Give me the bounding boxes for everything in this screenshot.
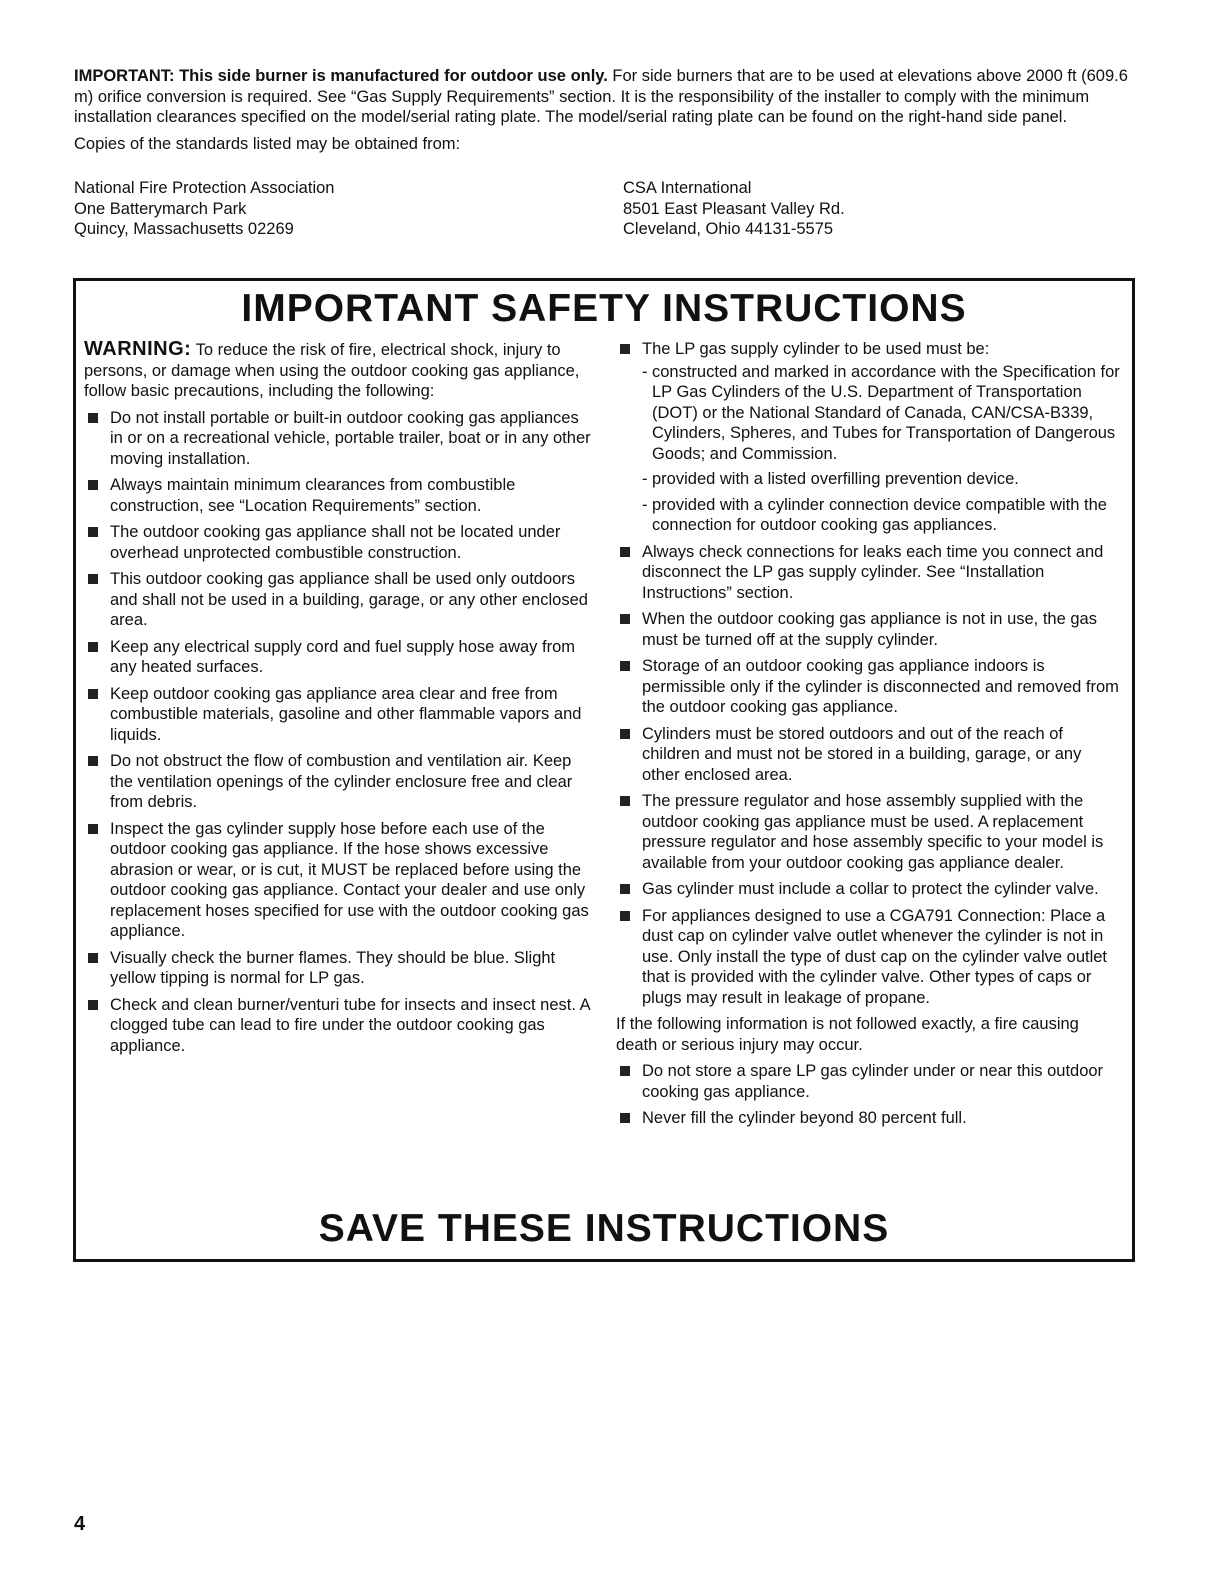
list-item-text: Do not store a spare LP gas cylinder under or near this outdoor cooking gas appliance. [642,1062,1104,1101]
right-bullet-list [616,339,1121,1008]
address-line: Cleveland, Ohio 44131-5575 [623,220,834,238]
address-line: 8501 East Pleasant Valley Rd. [623,199,845,218]
square-bullet-icon [620,661,630,671]
dash-icon: - [642,470,648,488]
copies-text: Copies of the standards listed may be obtained from: [74,134,461,153]
square-bullet-icon [620,884,630,894]
list-item-text: Visually check the burner flames. They should be blue. Slight yellow tipping is normal for LP gas. [110,948,556,987]
list-item-text: The LP gas supply cylinder to be used must be: [642,340,990,358]
list-item [84,522,594,563]
safety-title: IMPORTANT SAFETY INSTRUCTIONS [241,287,967,330]
address-line: CSA International [623,179,752,197]
square-bullet-icon [88,689,98,699]
list-item [616,339,1121,536]
list-item-text: Check and clean burner/venturi tube for insects and insect nest. A clogged tube can lead to fire under the outdoor cooking gas appliance. [110,995,590,1055]
list-item-text: Never fill the cylinder beyond 80 percent full. [642,1109,967,1127]
address-line: One Batterymarch Park [74,199,247,218]
list-item [84,408,594,470]
square-bullet-icon [88,574,98,584]
list-item [616,791,1121,873]
address-line: National Fire Protection Association [74,179,335,197]
list-item [84,475,594,516]
list-item-text: Inspect the gas cylinder supply hose before each use of the outdoor cooking gas appliance. If the hose shows excessive abrasion or wear, or is cut, it MUST be replaced before using the outdoor cooking gas appliance. Contact your dealer and use only replacement hoses specified for use with the outdoor cooking gas appliance. [110,819,589,940]
dash-icon: - [642,362,648,381]
sub-list-item [642,469,1121,490]
right-column [616,339,1121,1135]
square-bullet-icon [88,953,98,963]
list-item-text: Gas cylinder must include a collar to protect the cylinder valve. [642,880,1099,898]
square-bullet-icon [620,1066,630,1076]
list-item [84,948,594,989]
list-item [616,656,1121,718]
list-item-text: Always maintain minimum clearances from combustible construction, see “Location Requirements” section. [110,476,516,515]
dash-icon: - [642,495,648,514]
list-item-text: For appliances designed to use a CGA791 Connection: Place a dust cap on cylinder valve outlet whenever the cylinder is not in use. Only install the type of dust cap on the cylinder valve outlet that is provided with the cylinder valve. Other types of caps or plugs may result in leakage of propane. [642,906,1108,1007]
sub-list-item-text: constructed and marked in accordance with the Specification for LP Gas Cylinders of the U.S. Department of Transportation (DOT) or the National Standard of Canada, CAN/CSA-B339, Cylinders, Spheres, and Tubes for Transportation of Dangerous Goods; and Commission. [652,362,1120,463]
square-bullet-icon [88,413,98,423]
intro-section [74,66,1134,154]
cylinder-requirements-list [642,362,1121,536]
important-paragraph [74,66,1134,128]
important-rest-text: For side burners that are to be used at elevations above 2000 ft (609.6 m) orifice conversion is required. See “Gas Supply Requirements” section. It is the responsibility of the installer to comply with the minimum installation clearances specified on the model/serial rating plate. The model/serial rating plate can be found on the right-hand side panel. [74,67,1128,126]
square-bullet-icon [620,1113,630,1123]
square-bullet-icon [88,1000,98,1010]
list-item [84,637,594,678]
square-bullet-icon [620,614,630,624]
square-bullet-icon [88,824,98,834]
fire-warning-text: If the following information is not followed exactly, a fire causing death or serious injury may occur. [616,1015,1079,1054]
list-item-text: Do not obstruct the flow of combustion and ventilation air. Keep the ventilation openings of the cylinder enclosure free and clear from debris. [110,752,573,811]
square-bullet-icon [88,642,98,652]
list-item-text: The pressure regulator and hose assembly supplied with the outdoor cooking gas appliance must be used. A replacement pressure regulator and hose assembly specific to your model is available from your outdoor cooking gas appliance dealer. [642,792,1104,872]
square-bullet-icon [88,756,98,766]
list-item [616,542,1121,604]
square-bullet-icon [620,911,630,921]
square-bullet-icon [620,729,630,739]
list-item [616,1108,1121,1129]
left-bullet-list [84,408,594,1057]
nfpa-address [74,178,334,240]
list-item [616,1061,1121,1102]
safety-instructions-box [73,278,1135,1262]
list-item-text: Keep any electrical supply cord and fuel supply hose away from any heated surfaces. [110,637,576,676]
list-item [84,569,594,631]
save-instructions-footer: SAVE THESE INSTRUCTIONS [318,1207,890,1250]
list-item [616,906,1121,1009]
list-item-text: This outdoor cooking gas appliance shall be used only outdoors and shall not be used in a building, garage, or any other enclosed area. [110,570,588,629]
list-item-text: When the outdoor cooking gas appliance is not in use, the gas must be turned off at the supply cylinder. [642,610,1097,649]
address-line: Quincy, Massachusetts 02269 [74,220,294,238]
list-item [84,684,594,746]
square-bullet-icon [620,344,630,354]
list-item-text: Keep outdoor cooking gas appliance area clear and free from combustible materials, gasoline and other flammable vapors and liquids. [110,684,582,744]
left-column [84,339,594,1062]
csa-address [623,178,845,240]
square-bullet-icon [620,547,630,557]
sub-list-item-text: provided with a listed overfilling prevention device. [652,470,1019,488]
list-item-text: Always check connections for leaks each time you connect and disconnect the LP gas supply cylinder. See “Installation Instructions” section. [642,542,1104,602]
warning-paragraph [84,339,594,402]
important-bold-text: IMPORTANT: This side burner is manufactured for outdoor use only. [74,67,608,85]
list-item [84,995,594,1057]
list-item-text: Storage of an outdoor cooking gas appliance indoors is permissible only if the cylinder is disconnected and removed from the outdoor cooking gas appliance. [642,657,1119,716]
page-number: 4 [74,1513,86,1535]
square-bullet-icon [88,527,98,537]
warning-text: To reduce the risk of fire, electrical shock, injury to persons, or damage when using the outdoor cooking gas appliance, follow basic precautions, including the following: [84,341,580,400]
list-item [616,724,1121,786]
list-item-text: Do not install portable or built-in outdoor cooking gas appliances in or on a recreational vehicle, portable trailer, boat or in any other moving installation. [110,408,591,468]
warning-label: WARNING: [84,338,192,360]
sub-list-item-text: provided with a cylinder connection device compatible with the connection for outdoor cooking gas appliances. [652,495,1107,534]
list-item [84,819,594,942]
list-item-text: Cylinders must be stored outdoors and out of the reach of children and must not be stored in a building, garage, or any other enclosed area. [642,724,1082,784]
final-bullet-list [616,1061,1121,1129]
list-item [616,879,1121,900]
list-item [616,609,1121,650]
square-bullet-icon [88,480,98,490]
list-item-text: The outdoor cooking gas appliance shall not be located under overhead unprotected combustible construction. [110,523,561,562]
list-item [84,751,594,813]
sub-list-item [642,495,1121,536]
sub-list-item [642,362,1121,465]
square-bullet-icon [620,796,630,806]
